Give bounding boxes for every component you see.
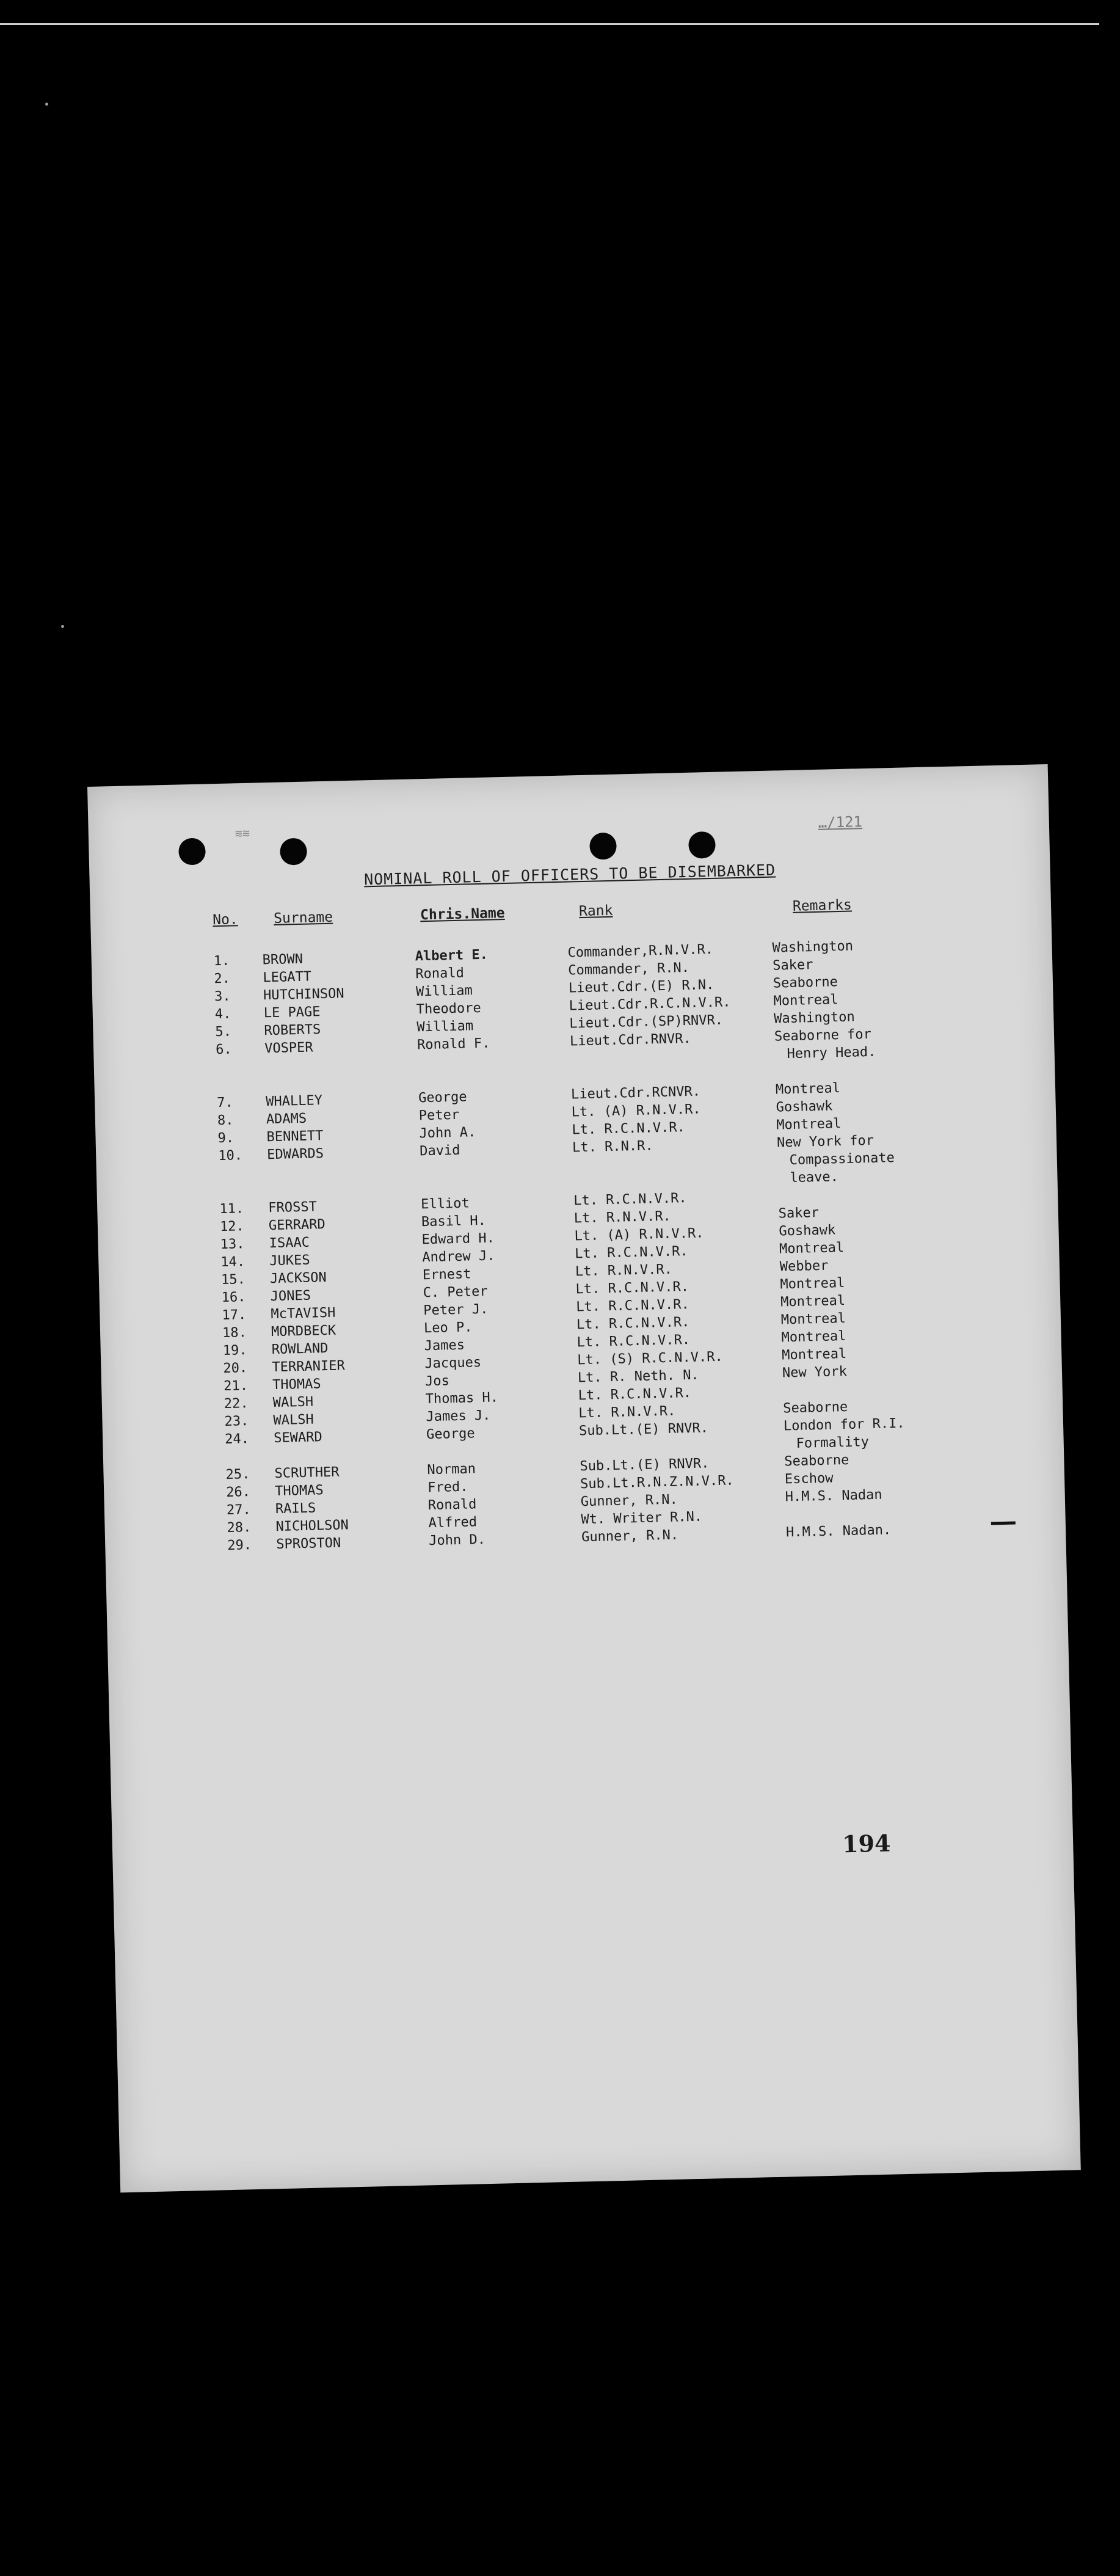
chris-name-cell: James	[424, 1337, 465, 1354]
chris-name-cell: David	[419, 1142, 460, 1159]
chris-name-cell: William	[415, 983, 473, 1000]
reference-stamp: …/121	[818, 813, 863, 831]
rank-cell: Lt. (A) R.N.V.R.	[574, 1225, 704, 1244]
row-number: 5.	[215, 1024, 232, 1040]
remarks-continuation: Compassionate	[789, 1150, 895, 1169]
surname-cell: WHALLEY	[265, 1093, 323, 1110]
row-number: 12.	[219, 1219, 245, 1235]
remarks-cell: Montreal	[779, 1240, 845, 1257]
surname-cell: WALSH	[272, 1394, 314, 1411]
surname-cell: NICHOLSON	[275, 1517, 349, 1535]
chris-name-cell: Ronald	[427, 1497, 477, 1514]
surname-cell: ROBERTS	[264, 1022, 321, 1039]
chris-name-cell: George	[418, 1089, 467, 1106]
surname-cell: SEWARD	[273, 1429, 322, 1447]
remarks-cell: Seaborne for	[774, 1026, 872, 1045]
surname-cell: ROWLAND	[271, 1340, 329, 1358]
row-number: 21.	[223, 1378, 249, 1395]
remarks-cell: Montreal	[775, 1081, 841, 1098]
chris-name-cell: John D.	[428, 1531, 486, 1549]
row-number: 2.	[214, 971, 231, 987]
remarks-cell: Montreal	[780, 1310, 846, 1328]
chris-name-cell: Elliot	[420, 1195, 470, 1213]
remarks-cell: Montreal	[781, 1346, 847, 1363]
surname-cell: SCRUTHER	[274, 1464, 340, 1482]
rank-cell: Lieut.Cdr.(E) R.N.	[568, 977, 715, 996]
row-number: 29.	[227, 1538, 252, 1553]
row-number: 27.	[226, 1502, 252, 1518]
row-number: 17.	[222, 1307, 247, 1324]
remarks-cell: H.M.S. Nadan.	[785, 1522, 892, 1541]
row-number: 26.	[225, 1484, 251, 1500]
chris-name-cell: Leo P.	[423, 1319, 473, 1337]
rank-cell: Commander, R.N.	[568, 960, 690, 979]
chris-name-cell: Edward H.	[421, 1230, 495, 1248]
remarks-cell: New York	[782, 1363, 848, 1381]
surname-cell: WALSH	[273, 1412, 315, 1429]
row-number: 3.	[214, 988, 231, 1005]
page-number: 194	[842, 1829, 891, 1858]
surname-cell: GERRARD	[268, 1217, 326, 1234]
remarks-continuation: leave.	[790, 1169, 839, 1186]
header-rank: Rank	[578, 902, 613, 920]
dust-speck	[45, 103, 48, 106]
remarks-cell: Seaborne	[784, 1452, 849, 1470]
document-title: NOMINAL ROLL OF OFFICERS TO BE DISEMBARKED	[363, 861, 776, 889]
row-number: 19.	[222, 1343, 247, 1359]
rank-cell: Lt. R.C.N.V.R.	[572, 1120, 686, 1138]
rank-cell: Lt. R.C.N.V.R.	[578, 1385, 692, 1404]
row-number: 15.	[220, 1272, 246, 1288]
rank-cell: Lt. R.C.N.V.R.	[573, 1191, 687, 1209]
rank-cell: Lt. R.C.N.V.R.	[576, 1332, 691, 1351]
rank-cell: Sub.Lt.(E) RNVR.	[578, 1420, 709, 1439]
remarks-cell: Saker	[772, 957, 813, 974]
surname-cell: LE PAGE	[263, 1004, 321, 1021]
surname-cell: THOMAS	[272, 1376, 321, 1393]
chris-name-cell: Theodore	[416, 1000, 481, 1018]
rank-cell: Lt. R.N.V.R.	[575, 1261, 673, 1280]
rank-cell: Lt. R.C.N.V.R.	[574, 1244, 688, 1262]
remarks-cell: Seaborne	[773, 974, 838, 991]
header-chris-name: Chris.Name	[420, 905, 505, 924]
row-number: 22.	[224, 1396, 249, 1412]
chris-name-cell: Andrew J.	[422, 1248, 495, 1266]
rank-cell: Gunner, R.N.	[581, 1527, 679, 1545]
chris-name-cell: George	[426, 1426, 475, 1443]
dust-speck	[61, 625, 64, 628]
row-number: 1.	[213, 953, 230, 969]
surname-cell: VOSPER	[264, 1040, 313, 1057]
row-number: 10.	[218, 1148, 243, 1164]
rank-cell: Lt. R.C.N.V.R.	[576, 1315, 690, 1333]
chris-name-cell: Fred.	[427, 1479, 468, 1496]
rank-cell: Sub.Lt.R.N.Z.N.V.R.	[580, 1473, 735, 1492]
remarks-cell: H.M.S. Nadan	[785, 1487, 882, 1505]
rank-cell: Commander,R.N.V.R.	[567, 941, 714, 961]
row-number: 18.	[222, 1325, 247, 1341]
rank-cell: Lieut.Cdr.RNVR.	[569, 1031, 691, 1049]
rank-cell: Lt. R.N.R.	[572, 1138, 653, 1156]
row-number: 9.	[217, 1130, 235, 1147]
header-surname: Surname	[273, 909, 333, 927]
chris-name-cell: Albert E.	[415, 947, 489, 965]
chris-name-cell: Norman	[427, 1461, 476, 1478]
surname-cell: JONES	[270, 1288, 311, 1305]
remarks-cell: Washington	[772, 938, 854, 956]
chris-name-cell: Alfred	[428, 1514, 478, 1531]
row-number: 20.	[223, 1360, 248, 1377]
surname-cell: JACKSON	[269, 1269, 327, 1287]
row-number: 13.	[220, 1236, 245, 1253]
header-remarks: Remarks	[792, 897, 853, 914]
rank-cell: Lt. R.C.N.V.R.	[575, 1279, 689, 1297]
row-number: 7.	[216, 1095, 234, 1111]
row-number: 8.	[217, 1112, 234, 1129]
chris-name-cell: John A.	[419, 1125, 476, 1142]
surname-cell: HUTCHINSON	[263, 986, 344, 1004]
remarks-cell: Webber	[779, 1258, 829, 1275]
rank-cell: Lt. R.N.V.R.	[573, 1208, 672, 1227]
remarks-cell: Seaborne	[783, 1399, 848, 1417]
row-number: 25.	[225, 1467, 250, 1483]
header-no: No.	[212, 911, 239, 929]
rank-cell: Lt. R. Neth. N.	[577, 1367, 699, 1386]
row-number: 11.	[219, 1201, 244, 1217]
chris-name-cell: Jos	[424, 1373, 450, 1390]
surname-cell: JUKES	[269, 1252, 310, 1269]
surname-cell: LEGATT	[263, 969, 312, 986]
chris-name-cell: Peter J.	[423, 1301, 489, 1319]
surname-cell: ADAMS	[266, 1111, 307, 1128]
rank-cell: Sub.Lt.(E) RNVR.	[580, 1456, 710, 1475]
chris-name-cell: James J.	[426, 1407, 491, 1425]
rank-cell: Lt. R.C.N.V.R.	[575, 1297, 689, 1315]
faint-stamp: ≋≋	[235, 825, 250, 841]
punch-hole	[280, 838, 307, 866]
row-number: 28.	[227, 1520, 252, 1536]
remarks-cell: Saker	[778, 1205, 820, 1222]
surname-cell: BENNETT	[266, 1128, 324, 1145]
surname-cell: FROSST	[268, 1199, 318, 1216]
remarks-cell: London for R.I.	[783, 1415, 905, 1434]
row-number: 24.	[224, 1431, 250, 1447]
rank-cell: Lt. (A) R.N.V.R.	[571, 1101, 701, 1120]
remarks-cell: Montreal	[773, 992, 838, 1009]
remarks-cell: Montreal	[781, 1328, 846, 1346]
chris-name-cell: Basil H.	[421, 1213, 487, 1230]
surname-cell: SPROSTON	[276, 1535, 341, 1553]
rank-cell: Lt. R.N.V.R.	[578, 1403, 676, 1421]
punch-hole	[688, 831, 716, 859]
row-number: 16.	[221, 1290, 246, 1306]
chris-name-cell: William	[416, 1018, 474, 1035]
row-number: 14.	[220, 1254, 245, 1271]
chris-name-cell: Jacques	[424, 1355, 482, 1372]
row-number: 23.	[224, 1414, 249, 1429]
remarks-cell: New York for	[776, 1133, 875, 1151]
top-rule	[0, 23, 1099, 25]
surname-cell: ISAAC	[269, 1235, 310, 1252]
remarks-cell: Goshawk	[776, 1098, 833, 1115]
remarks-cell: Montreal	[776, 1116, 842, 1133]
chris-name-cell: Peter	[418, 1107, 460, 1124]
remarks-continuation: Formality	[796, 1434, 870, 1451]
surname-cell: EDWARDS	[266, 1146, 324, 1163]
chris-name-cell: Ernest	[422, 1266, 471, 1283]
rank-cell: Lieut.Cdr.RCNVR.	[570, 1084, 701, 1103]
remarks-continuation: Henry Head.	[787, 1044, 876, 1062]
surname-cell: BROWN	[262, 951, 304, 968]
margin-mark	[991, 1522, 1016, 1525]
paper-sheet	[87, 764, 1081, 2192]
chris-name-cell: C. Peter	[423, 1283, 488, 1301]
chris-name-cell: Thomas H.	[425, 1390, 499, 1407]
surname-cell: RAILS	[275, 1500, 316, 1517]
remarks-cell: Goshawk	[779, 1222, 836, 1239]
remarks-cell: Montreal	[780, 1275, 845, 1293]
punch-hole	[178, 837, 206, 865]
rank-cell: Lt. (S) R.C.N.V.R.	[577, 1349, 723, 1368]
chris-name-cell: Ronald	[415, 965, 465, 982]
chris-name-cell: Ronald F.	[416, 1035, 490, 1053]
surname-cell: MORDBECK	[271, 1323, 336, 1340]
remarks-cell: Washington	[773, 1009, 855, 1027]
rank-cell: Wt. Writer R.N.	[581, 1509, 703, 1528]
row-number: 6.	[215, 1042, 232, 1058]
surname-cell: THOMAS	[274, 1483, 324, 1500]
rank-cell: Lieut.Cdr.R.C.N.V.R.	[569, 994, 731, 1014]
rank-cell: Lieut.Cdr.(SP)RNVR.	[569, 1012, 724, 1032]
remarks-cell: Eschow	[784, 1470, 834, 1487]
remarks-cell: Montreal	[780, 1293, 846, 1310]
rank-cell: Gunner, R.N.	[580, 1492, 678, 1510]
row-number: 4.	[214, 1006, 231, 1023]
surname-cell: TERRANIER	[272, 1358, 345, 1376]
surname-cell: McTAVISH	[271, 1305, 336, 1323]
punch-hole	[589, 833, 617, 860]
